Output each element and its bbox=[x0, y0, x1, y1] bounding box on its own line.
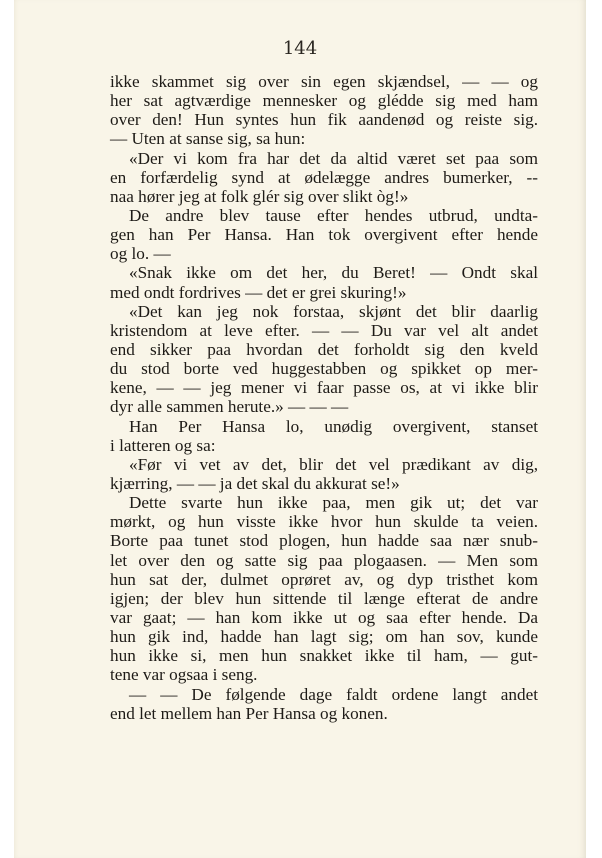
text-line: De andre blev tause efter hendes utbrud, undta- bbox=[129, 205, 538, 225]
text-line: — Uten at sanse sig, sa hun: bbox=[110, 129, 306, 149]
text-line: kristendom at leve efter. — — Du var vel alt andet bbox=[110, 320, 538, 340]
text-line: end sikker paa hvordan det forholdt sig den kveld bbox=[110, 339, 538, 359]
text-line: kene, — — jeg mener vi faar passe os, at vi ikke blir bbox=[110, 378, 538, 398]
text-line: naa hører jeg at folk glér sig over slikt òg!» bbox=[110, 186, 409, 206]
text-line: gen han Per Hansa. Han tok overgivent efter hende bbox=[110, 225, 538, 245]
text-line: let over den og satte sig paa plogaasen. — Men som bbox=[110, 550, 538, 570]
text-line: Han Per Hansa lo, unødig overgivent, stanset bbox=[129, 416, 538, 436]
text-line: ikke skammet sig over sin egen skjændsel, — — og bbox=[110, 72, 538, 91]
text-line: kjærring, — — ja det skal du akkurat se!» bbox=[110, 473, 400, 493]
text-line: «Før vi vet av det, blir det vel prædikant av dig, bbox=[129, 454, 538, 474]
text-line: en forfærdelig synd at ødelægge andres bumerker, -- bbox=[110, 167, 538, 187]
book-page bbox=[14, 0, 586, 858]
text-line: Dette svarte hun ikke paa, men gik ut; det var bbox=[129, 493, 538, 513]
body-text bbox=[110, 72, 538, 723]
text-line: du stod borte ved huggestabben og spikket op mer- bbox=[110, 359, 538, 379]
text-line: tene var ogsaa i seng. bbox=[110, 665, 258, 685]
text-line: end let mellem han Per Hansa og konen. bbox=[110, 703, 388, 723]
text-line: mørkt, og hun visste ikke hvor hun skulde ta veien. bbox=[110, 512, 538, 532]
text-line: igjen; der blev hun sittende til længe efterat de andre bbox=[110, 588, 538, 608]
text-line: dyr alle sammen herute.» — — — bbox=[110, 397, 349, 417]
text-line: over den! Hun syntes hun fik aandenød og reiste sig. bbox=[110, 110, 538, 130]
text-line: med ondt fordrives — det er grei skuring!» bbox=[110, 282, 407, 302]
text-line: i latteren og sa: bbox=[110, 435, 216, 455]
text-line: her sat agtværdige mennesker og glédde sig med ham bbox=[110, 91, 538, 111]
text-line: «Snak ikke om det her, du Beret! — Ondt skal bbox=[129, 263, 538, 283]
text-line: hun gik ind, hadde han lagt sig; om han sov, kunde bbox=[110, 627, 538, 647]
text-line: — — De følgende dage faldt ordene langt andet bbox=[129, 684, 538, 704]
text-line: «Det kan jeg nok forstaa, skjønt det blir daarlig bbox=[129, 301, 538, 321]
text-line: Borte paa tunet stod plogen, hun hadde saa nær snub- bbox=[110, 531, 538, 551]
text-line: «Der vi kom fra har det da altid været set paa som bbox=[129, 148, 538, 168]
text-line: hun ikke si, men hun snakket ikke til ham, — gut- bbox=[110, 646, 538, 666]
text-line: hun sat der, dulmet oprøret av, og dyp tristhet kom bbox=[110, 569, 538, 589]
page-number: 144 bbox=[282, 38, 318, 59]
text-line: var gaat; — han kom ikke ut og saa efter hende. Da bbox=[110, 607, 538, 627]
text-line: og lo. — bbox=[110, 244, 171, 264]
